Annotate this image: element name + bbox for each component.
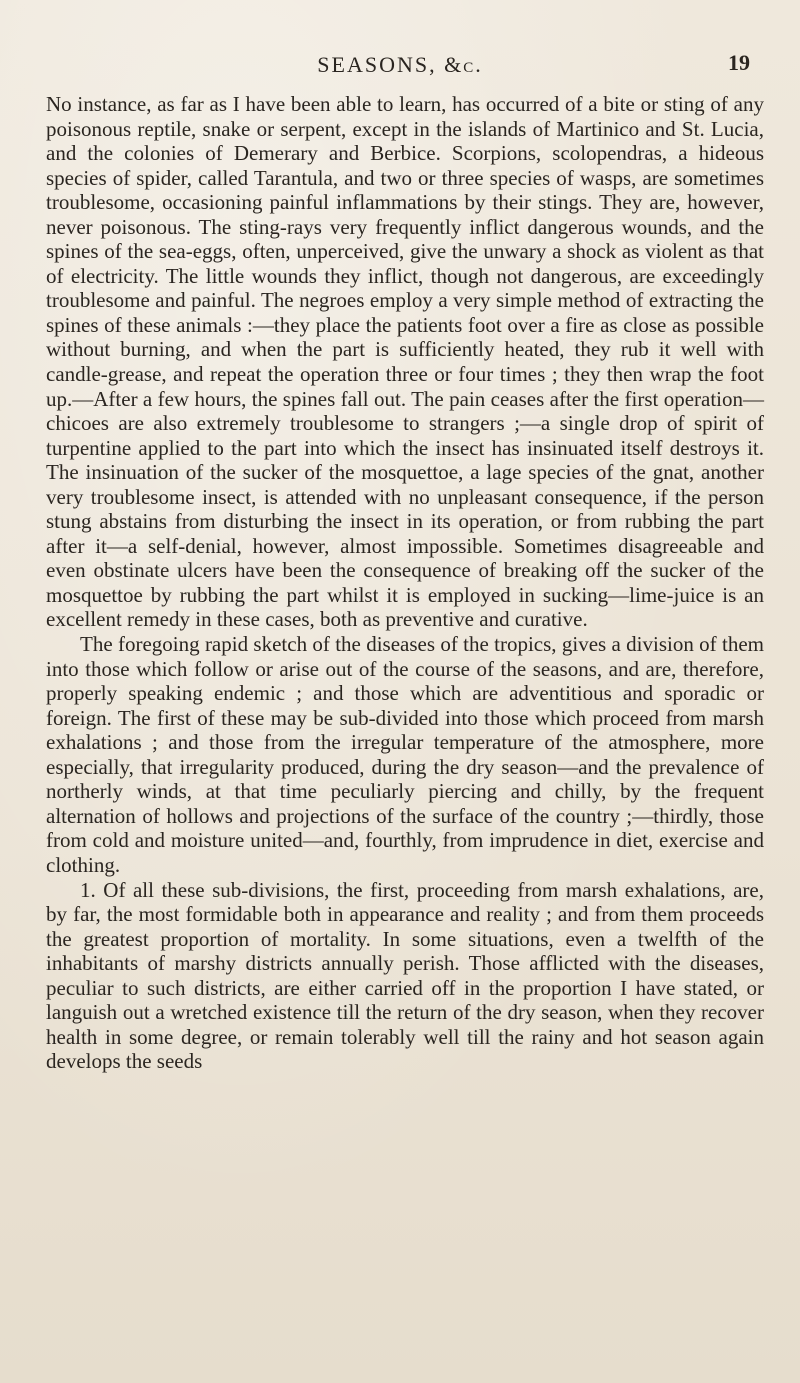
- paragraph: 1. Of all these sub-divisions, the first, proceeding from marsh exhalations, are, by far, the most formidable both in appearance and reality ; and from them proceeds the greatest proportion of mortality. In some situations, even a twelfth of the inhabitants of marshy districts annually perish. Those afflicted with the diseases, peculiar to such districts, are either carried off in the proportion I have stated, or languish out a wretched existence till the return of the dry season, when they recover health in some degree, or remain tolerably well till the rainy and hot season again develops the seeds: [46, 877, 764, 1074]
- running-title: SEASONS, &c.: [317, 52, 483, 77]
- paragraph: No instance, as far as I have been able to learn, has occurred of a bite or sting of any poisonous reptile, snake or serpent, except in the islands of Martinico and St. Lucia, and the colonies of Demerary and Berbice. Scorpions, scolopendras, a hideous species of spider, called Tarantula, and two or three species of wasps, are sometimes troublesome, occasioning painful inflammations by their stings. They are, however, never poisonous. The sting-rays very frequently inflict dangerous wounds, and the spines of the sea-eggs, often, unperceived, give the unwary a shock as violent as that of electricity. The little wounds they inflict, though not dangerous, are exceedingly troublesome and painful. The negroes employ a very simple method of extracting the spines of these animals :—they place the patients foot over a fire as close as possible without burning, and when the part is sufficiently heated, they rub it well with candle-grease, and repeat the operation three or four times ; they then wrap the foot up.—After a few hours, the spines fall out. The pain ceases after the first operation—chicoes are also extremely troublesome to strangers ;—a single drop of spirit of turpentine applied to the part into which the insect has insinuated itself destroys it. The insinuation of the sucker of the mosquettoe, a lage species of the gnat, another very troublesome insect, is attended with no unpleasant consequence, if the person stung abstains from disturbing the insect in its operation, or from rubbing the part after it—a self-denial, however, almost impossible. Sometimes disagreeable and even obstinate ulcers have been the consequence of breaking off the sucker of the mosquettoe by rubbing the part whilst it is employed in sucking—lime-juice is an excellent remedy in these cases, both as preventive and curative.: [46, 92, 764, 632]
- page-number: 19: [728, 50, 750, 75]
- body-text: [46, 92, 764, 1074]
- paragraph: The foregoing rapid sketch of the diseases of the tropics, gives a division of them into those which follow or arise out of the course of the seasons, and are, therefore, properly speaking endemic ; and those which are adventitious and sporadic or foreign. The first of these may be sub-divided into those which proceed from marsh exhalations ; and those from the irregular temperature of the atmosphere, more especially, that irregularity produced, during the dry season—and the prevalence of northerly winds, at that time peculiarly piercing and chilly, by the frequent alternation of hollows and projections of the surface of the country ;—thirdly, those from cold and moisture united—and, fourthly, from imprudence in diet, exercise and clothing.: [46, 632, 764, 877]
- running-head: [0, 52, 800, 82]
